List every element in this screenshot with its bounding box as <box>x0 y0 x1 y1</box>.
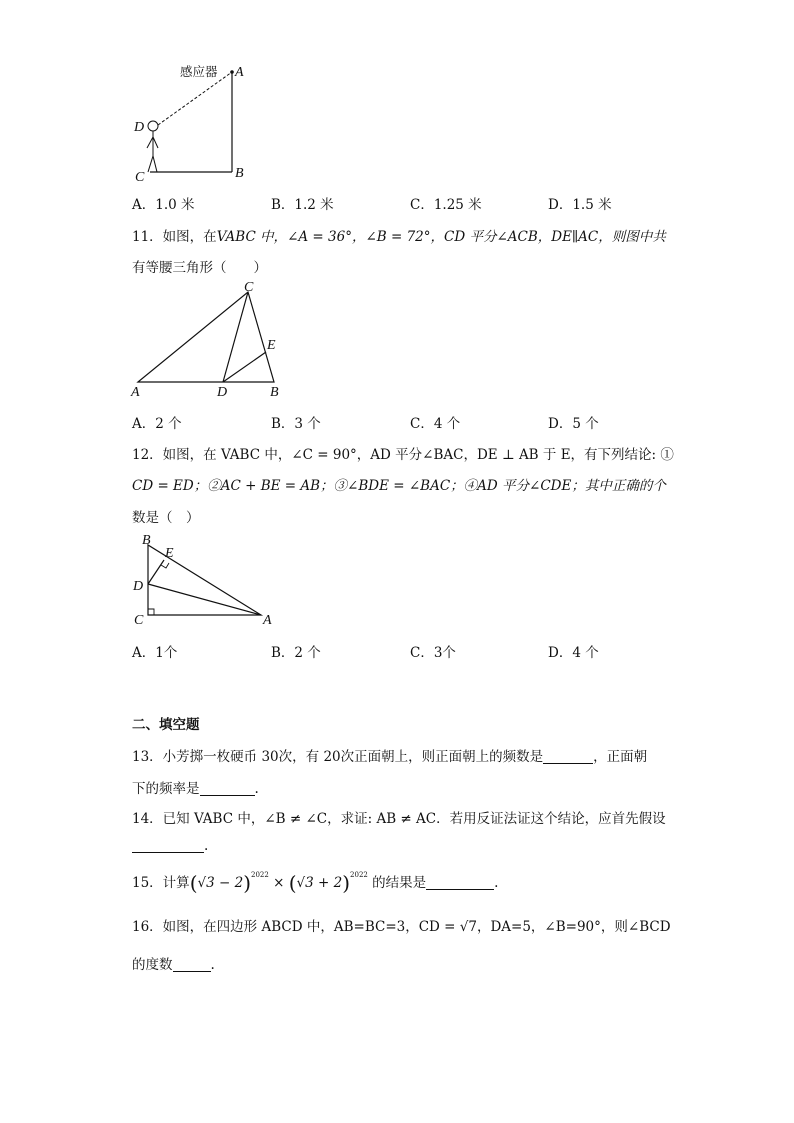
point-a-dot <box>230 70 234 74</box>
label-b: B <box>142 533 151 548</box>
label-b: B <box>270 385 279 400</box>
q11-figure <box>128 282 288 400</box>
q12-option-c[interactable]: C．3个 <box>410 645 456 661</box>
label-b: B <box>235 166 244 181</box>
q16-text-b: . <box>210 957 215 973</box>
q15-line: 15．计算$(√3 - 2)^{2022} \times (√3 + 2)^{2022}$ 的结果是 . <box>132 871 499 895</box>
q13-answer-blank-1[interactable] <box>543 749 593 764</box>
q14-end: . <box>204 838 209 854</box>
label-a: A <box>235 65 244 80</box>
q14-line1: 14．已知 VABC 中，∠B ≠ ∠C，求证: AB ≠ AC．若用反证法证这个结论，应首先假设 <box>132 811 666 827</box>
q13-text-d: . <box>254 781 259 797</box>
q10-option-a[interactable]: A．1.0 米 <box>132 197 195 213</box>
dashed-sight-line <box>158 72 232 125</box>
q15-times: × <box>273 875 285 891</box>
person-icon <box>147 121 158 172</box>
q16-text-a: 的度数 <box>132 957 173 973</box>
q12-figure <box>128 530 288 630</box>
label-a: A <box>263 613 272 628</box>
q12-line2: CD = ED；②AC + BE = AB；③∠BDE = ∠BAC；④AD 平分∠CDE；其中正确的个 <box>132 478 666 494</box>
q10-option-d[interactable]: D．1.5 米 <box>548 197 612 213</box>
q15-base1: √3 − 2 <box>197 875 244 891</box>
q13-answer-blank-2[interactable] <box>200 781 255 796</box>
q11-option-c[interactable]: C．4 个 <box>410 416 461 432</box>
q15-prefix: 15．计算 <box>132 875 190 891</box>
q15-answer-blank[interactable] <box>426 875 494 890</box>
q16-line1: 16．如图，在四边形 ABCD 中，AB=BC=3，CD = √7，DA=5，∠B=90°，则∠BCD <box>132 919 671 935</box>
q13-text-b: ，正面朝 <box>593 749 648 765</box>
label-c: C <box>244 282 254 295</box>
q11-option-b[interactable]: B．3 个 <box>271 416 321 432</box>
q12-option-a[interactable]: A．1个 <box>132 645 178 661</box>
q13-text-c: 下的频率是 <box>132 781 200 797</box>
q11-line1 <box>132 225 666 245</box>
label-d: D <box>134 120 145 135</box>
q10-figure <box>128 60 268 185</box>
q11-triangle: VABC 中， <box>216 229 288 245</box>
section-title: 二、填空题 <box>132 717 200 733</box>
q15-exp1: 2022 <box>251 871 269 879</box>
q10-option-c[interactable]: C．1.25 米 <box>410 197 482 213</box>
label-e: E <box>165 546 174 561</box>
q12-line3: 数是（ ） <box>132 510 200 526</box>
q11-option-d[interactable]: D．5 个 <box>548 416 599 432</box>
q14-answer-blank[interactable] <box>132 838 204 853</box>
q13-line1 <box>132 745 647 765</box>
q12-option-d[interactable]: D．4 个 <box>548 645 599 661</box>
label-c: C <box>135 170 145 185</box>
q13-line2 <box>132 777 259 797</box>
q11-option-a[interactable]: A．2 个 <box>132 416 182 432</box>
q13-text-a: 13．小芳掷一枚硬币 30次，有 20次正面朝上，则正面朝上的频数是 <box>132 749 544 765</box>
q16-answer-blank[interactable] <box>173 957 211 972</box>
q15-exp2: 2022 <box>350 871 368 879</box>
q14-line2 <box>132 838 208 854</box>
q12-line1: 12．如图，在 VABC 中，∠C = 90°，AD 平分∠BAC，DE ⊥ AB 于 E，有下列结论: ① <box>132 447 674 463</box>
label-d: D <box>217 385 228 400</box>
q12-option-b[interactable]: B．2 个 <box>271 645 321 661</box>
q10-option-b[interactable]: B．1.2 米 <box>271 197 334 213</box>
label-d: D <box>133 579 144 594</box>
q15-suffix: 的结果是 <box>372 875 427 891</box>
label-e: E <box>267 338 276 353</box>
label-a: A <box>131 385 140 400</box>
q15-end: . <box>494 875 499 891</box>
q11-line2: 有等腰三角形（ ） <box>132 260 267 276</box>
q16-line2 <box>132 953 215 973</box>
q15-base2: √3 + 2 <box>296 875 343 891</box>
sensor-label: 感应器 <box>180 64 218 79</box>
q11-math: ∠A = 36°，∠B = 72°，CD 平分∠ACB，DE∥AC，则图中共 <box>287 229 666 245</box>
label-c: C <box>134 613 144 628</box>
q11-prefix: 11．如图，在 <box>132 229 217 245</box>
